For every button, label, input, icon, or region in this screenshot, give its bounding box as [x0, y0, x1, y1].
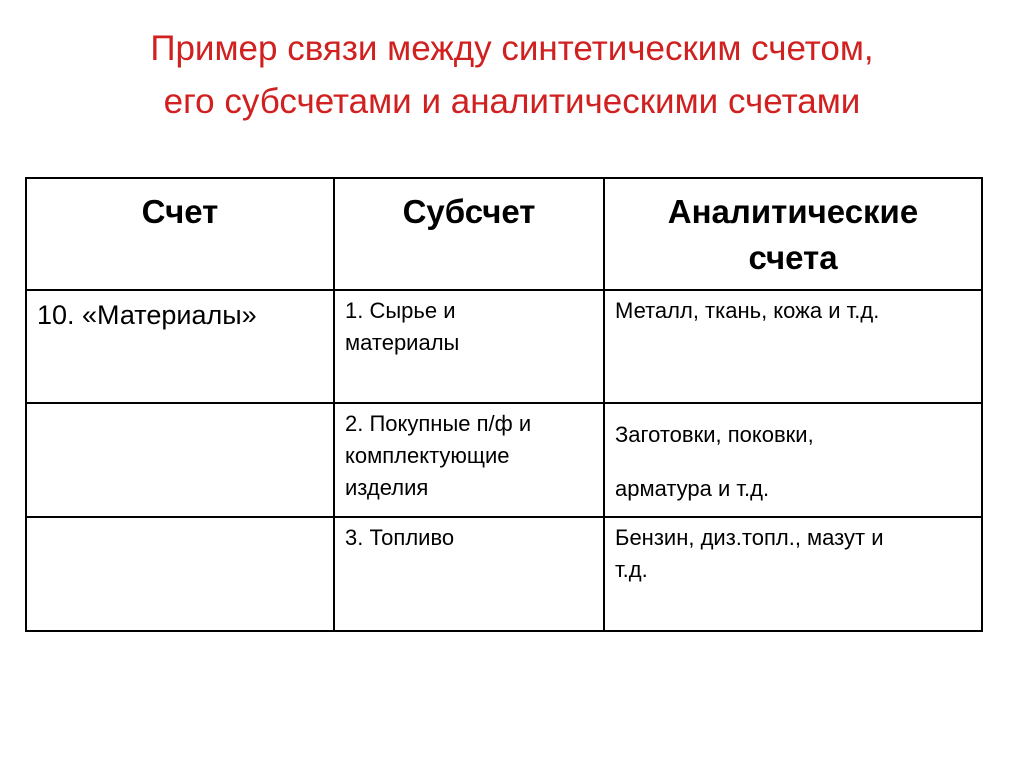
header-analytic-line-1: Аналитические	[667, 193, 919, 230]
cell-subaccount: 2. Покупные п/ф и комплектующие изделия	[334, 403, 604, 517]
table-header-row	[26, 178, 982, 290]
table-row	[26, 290, 982, 403]
header-analytic	[604, 178, 982, 290]
cell-analytic: Бензин, диз.топл., мазут и т.д.	[604, 517, 982, 631]
cell-account	[26, 403, 334, 517]
header-subaccount: Субсчет	[334, 178, 604, 290]
table-row	[26, 403, 982, 517]
title-line-2: его субсчетами и аналитическими счетами	[163, 82, 861, 121]
title-line-1: Пример связи между синтетическим счетом,	[150, 29, 874, 68]
accounts-table	[25, 177, 983, 632]
cell-analytic: Металл, ткань, кожа и т.д.	[604, 290, 982, 403]
slide-title	[40, 22, 984, 128]
table-row	[26, 517, 982, 631]
header-analytic-line-2: счета	[748, 239, 838, 276]
header-account: Счет	[26, 178, 334, 290]
cell-subaccount: 1. Сырье и материалы	[334, 290, 604, 403]
cell-subaccount: 3. Топливо	[334, 517, 604, 631]
cell-account: 10. «Материалы»	[26, 290, 334, 403]
cell-analytic: Заготовки, поковки, арматура и т.д.	[604, 403, 982, 517]
cell-account	[26, 517, 334, 631]
